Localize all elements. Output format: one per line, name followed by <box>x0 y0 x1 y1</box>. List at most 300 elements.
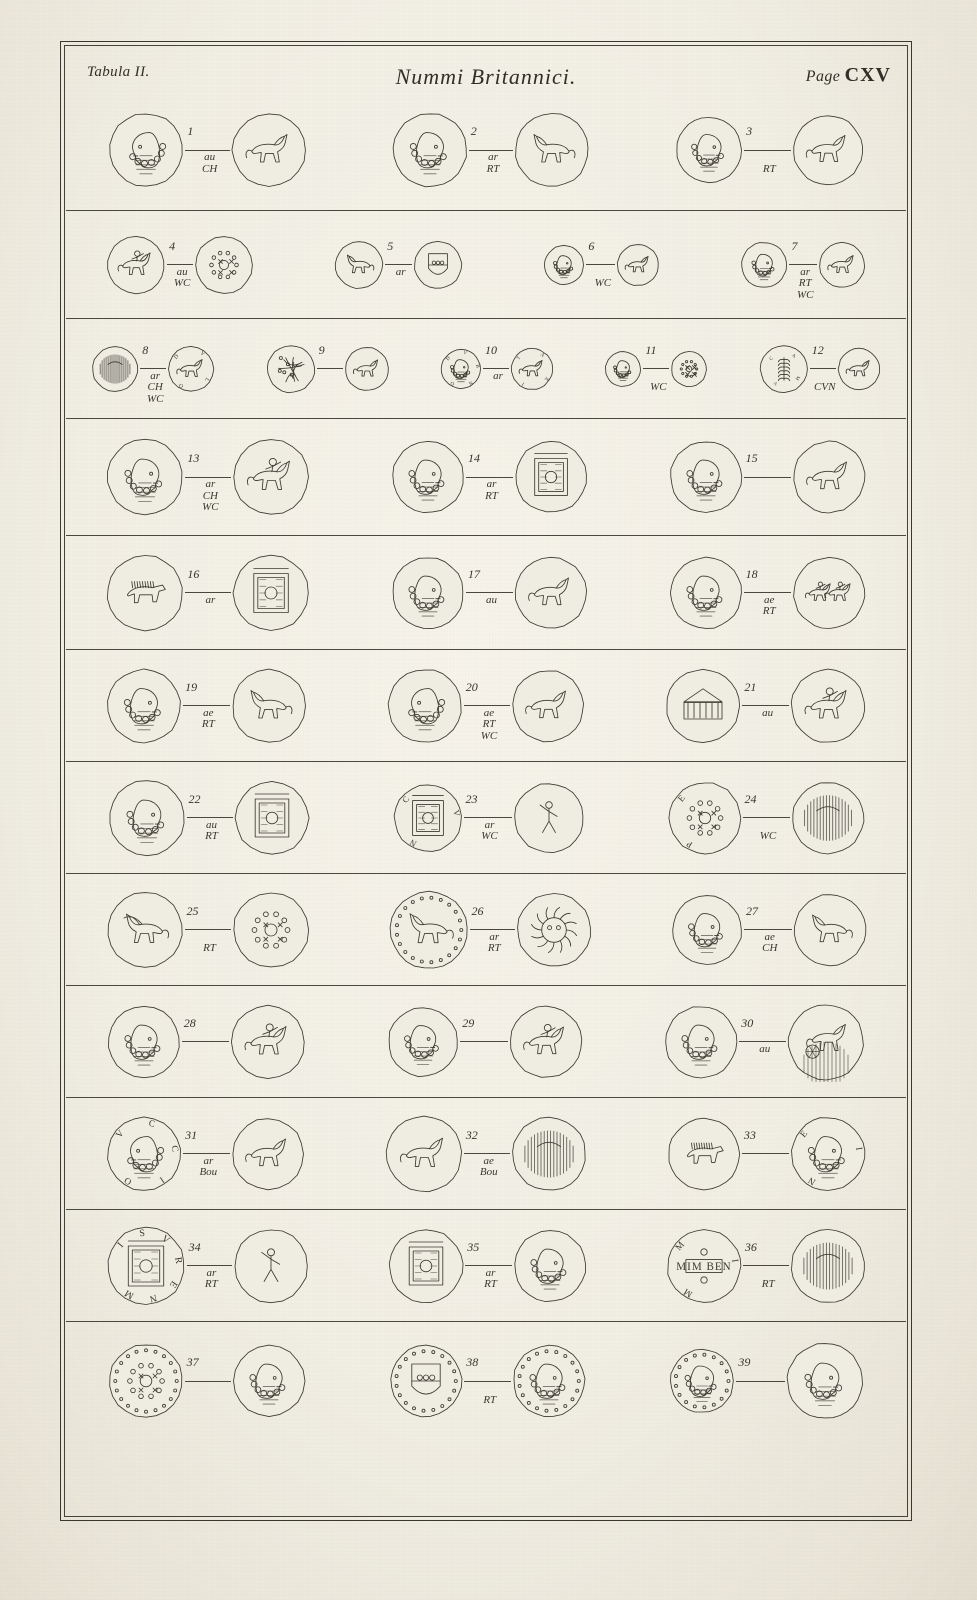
coin-entry <box>391 111 592 189</box>
coin-entry <box>107 111 308 189</box>
coin-obverse <box>384 1114 464 1194</box>
svg-text:I: I <box>115 1239 126 1250</box>
coin-metal: ar <box>205 478 216 490</box>
coin-collection: RT WC <box>480 718 498 742</box>
svg-text:C: C <box>399 793 411 805</box>
coin-reverse <box>791 555 867 631</box>
coin-number: 5 <box>387 238 394 253</box>
coin-entry <box>386 667 587 745</box>
coin-pair <box>390 555 589 631</box>
coin-entry <box>105 890 311 970</box>
coin-collection: Bou <box>479 1166 498 1179</box>
coin-metal: ae <box>763 593 775 606</box>
coin-number: 27 <box>746 903 758 918</box>
coin-obverse <box>390 439 466 515</box>
coin-metal-collection <box>588 267 617 290</box>
coin-entry <box>90 342 216 405</box>
coin-metal-collection <box>485 371 511 383</box>
coin-collection: CVN <box>814 381 836 394</box>
svg-text:V: V <box>462 350 468 357</box>
coin-reverse <box>512 781 586 855</box>
coin-entry <box>106 1003 307 1081</box>
svg-text:A: A <box>790 352 796 360</box>
svg-text:V: V <box>772 378 779 385</box>
coin-number: 18 <box>745 566 758 581</box>
coin-reverse <box>789 1115 867 1193</box>
coin-collection: RT <box>484 1278 497 1291</box>
coin-metal: ar <box>150 369 161 382</box>
coin-collection: WC <box>759 830 777 843</box>
svg-text:B: B <box>473 363 480 368</box>
coin-metal-collection <box>142 371 168 406</box>
svg-text:V: V <box>158 1232 172 1246</box>
coin-reverse <box>513 555 589 631</box>
coin-collection: RT <box>486 162 500 175</box>
svg-text:D: D <box>445 355 452 362</box>
coin-obverse <box>388 889 470 971</box>
coin-metal-collection <box>187 152 232 175</box>
svg-text:D: D <box>173 353 181 361</box>
coin-metal-collection <box>466 1156 512 1179</box>
coin-obverse <box>664 667 742 745</box>
coin-pair <box>107 111 308 189</box>
coin-pair <box>105 553 311 633</box>
coin-number: 28 <box>183 1015 196 1030</box>
coin-connector-rule <box>810 368 836 369</box>
svg-text:V: V <box>198 349 206 358</box>
coin-pair <box>390 439 589 515</box>
coin-obverse <box>386 1005 460 1079</box>
coin-obverse <box>392 782 464 854</box>
coin-collection: RT <box>203 942 216 955</box>
svg-text:C: C <box>147 1118 157 1130</box>
coin-number: 16 <box>187 566 200 581</box>
coin-metal-collection <box>466 1383 513 1406</box>
coin-metal-collection <box>744 708 791 720</box>
coin-number: 14 <box>467 451 480 465</box>
coin-metal: au <box>762 706 774 719</box>
coin-entry <box>107 1342 308 1420</box>
coin-collection: RT WC <box>796 277 814 301</box>
coin-collection: RT <box>762 162 776 175</box>
coin-metal-collection <box>189 820 235 843</box>
svg-text:C: C <box>168 1144 180 1153</box>
coin-metal: au <box>206 818 217 831</box>
coin-pair <box>391 111 592 189</box>
coin-entry <box>390 439 589 515</box>
coin-reverse <box>511 1343 587 1419</box>
coin-obverse <box>105 667 183 745</box>
coin-pair <box>674 113 865 187</box>
coin-obverse <box>90 344 140 394</box>
coin-obverse <box>667 780 743 856</box>
coin-entry <box>667 780 866 856</box>
coin-entry <box>668 1341 865 1421</box>
coin-number: 6 <box>588 238 595 253</box>
svg-text:C: C <box>768 355 775 362</box>
coin-obverse <box>665 1227 743 1305</box>
coin-obverse <box>107 1342 185 1420</box>
plate-rows <box>66 90 906 1515</box>
coin-reverse <box>412 239 464 291</box>
svg-text:P: P <box>684 838 694 850</box>
coin-entry <box>392 781 586 855</box>
coin-pair <box>105 890 311 970</box>
coin-metal: ae <box>483 1154 494 1167</box>
coin-pair <box>107 1342 308 1420</box>
coin-obverse <box>107 778 187 858</box>
coin-obverse <box>388 1343 464 1419</box>
coin-connector-rule <box>182 1041 229 1042</box>
coin-metal: ae <box>764 930 775 943</box>
coin-pair <box>668 439 867 515</box>
coin-reverse <box>513 111 591 189</box>
coin-connector-rule <box>317 368 343 369</box>
svg-text:E: E <box>798 1128 811 1140</box>
coin-metal-collection <box>187 932 233 955</box>
coin-collection: WC <box>594 277 612 290</box>
svg-text:L: L <box>203 375 211 382</box>
svg-text:M: M <box>793 373 800 381</box>
coin-reverse <box>193 234 255 296</box>
coin-number: 21 <box>744 679 757 694</box>
coin-connector-rule <box>742 1153 789 1154</box>
coin-metal-collection <box>472 932 518 955</box>
coin-metal: ar <box>395 265 406 278</box>
svg-text:T: T <box>515 354 523 361</box>
coin-number: 34 <box>188 1239 201 1254</box>
coin-reverse <box>817 240 867 290</box>
svg-text:A: A <box>538 351 546 359</box>
coin-collection: WC <box>650 381 667 394</box>
coin-entry <box>739 238 867 301</box>
coin-metal-collection <box>466 820 514 843</box>
svg-text:E: E <box>166 1278 179 1290</box>
coin-pair <box>388 889 594 971</box>
coin-collection: RT <box>487 942 501 955</box>
plate-row-inner <box>66 90 906 210</box>
plate-row <box>66 1098 906 1210</box>
coin-reverse <box>790 780 866 856</box>
coin-pair <box>106 1003 307 1081</box>
coin-entry <box>384 1114 588 1194</box>
coin-collection: CH WC <box>202 489 219 514</box>
coin-number: 22 <box>188 791 201 806</box>
coin-collection: RT <box>205 830 218 843</box>
coin-metal-collection <box>468 479 515 502</box>
plate-row <box>66 762 906 874</box>
coin-pair <box>387 1227 588 1305</box>
coin-metal: ar <box>486 478 497 490</box>
coin-metal: ar <box>485 1266 496 1279</box>
coin-entry <box>386 1004 584 1080</box>
coin-metal-collection <box>169 267 195 290</box>
coin-metal: ar <box>206 1266 217 1279</box>
coin-metal: au <box>485 593 497 606</box>
coin-obverse <box>668 439 744 515</box>
coin-obverse <box>105 1225 187 1307</box>
coin-number: 19 <box>185 679 198 694</box>
coin-number: 12 <box>811 342 824 357</box>
coin-metal-collection <box>466 708 513 743</box>
coin-reverse <box>233 779 311 857</box>
coin-obverse <box>663 1004 739 1080</box>
coin-obverse <box>390 555 466 631</box>
coin-metal-collection <box>185 1156 232 1179</box>
coin-pair <box>665 1227 868 1305</box>
coin-number: 20 <box>465 679 478 694</box>
coin-entry <box>603 342 709 394</box>
plate-row <box>66 1322 906 1440</box>
coin-number: 31 <box>185 1127 198 1142</box>
coin-metal: ar <box>800 265 811 278</box>
svg-text:S: S <box>138 1227 146 1239</box>
svg-text:R: R <box>171 1255 184 1265</box>
coin-number: 1 <box>187 124 194 138</box>
coin-metal: ar <box>489 930 500 943</box>
coin-number: 38 <box>466 1355 479 1369</box>
coin-connector-rule <box>185 1381 232 1382</box>
coin-metal: ar <box>484 818 495 831</box>
svg-text:MIM BEN: MIM BEN <box>676 1260 732 1273</box>
coin-reverse <box>792 892 868 968</box>
svg-text:M: M <box>682 1285 695 1299</box>
coin-obverse <box>668 1347 736 1415</box>
coin-number: 4 <box>169 238 176 253</box>
coin-metal: au <box>204 151 216 163</box>
coin-number: 9 <box>318 342 325 357</box>
coin-reverse <box>789 667 867 745</box>
coin-number: 13 <box>187 451 200 465</box>
coin-connector-rule <box>743 1265 790 1266</box>
coin-number: 23 <box>465 791 478 806</box>
coin-metal-collection <box>187 595 233 607</box>
coin-entry <box>674 113 865 187</box>
coin-connector-rule <box>460 1041 508 1042</box>
coin-pair <box>668 1341 865 1421</box>
plate-row <box>66 211 906 319</box>
coin-metal: ar <box>493 369 503 382</box>
coin-obverse <box>106 1004 182 1080</box>
coin-obverse <box>439 347 483 391</box>
coin-pair <box>668 555 867 631</box>
coin-pair <box>439 346 555 392</box>
coin-number: 36 <box>744 1239 757 1254</box>
coin-metal: ar <box>205 593 216 606</box>
coin-metal-collection <box>645 371 671 394</box>
svg-text:O: O <box>450 379 456 386</box>
coin-obverse <box>386 667 464 745</box>
plate-row-inner <box>66 536 906 649</box>
plate-row <box>66 650 906 762</box>
coin-number: 15 <box>745 451 758 465</box>
coin-metal-collection <box>791 267 819 302</box>
coin-pair <box>265 343 391 395</box>
coin-number: 11 <box>645 342 657 357</box>
coin-entry <box>670 892 868 968</box>
coin-pair <box>384 1114 588 1194</box>
coin-number: 10 <box>484 342 497 357</box>
plate-row-inner <box>66 1322 906 1440</box>
coin-reverse <box>232 1227 310 1305</box>
coin-collection: RT <box>761 1278 775 1291</box>
coin-metal: ae <box>483 706 495 719</box>
coin-entry <box>333 239 464 291</box>
coin-pair <box>386 1004 584 1080</box>
coin-metal-collection <box>746 152 793 175</box>
coin-pair <box>388 1343 587 1419</box>
coin-pair <box>105 667 308 745</box>
coin-entry <box>107 778 311 858</box>
plate-row-inner <box>66 1210 906 1321</box>
coin-collection: RT <box>483 1393 497 1406</box>
coin-reverse <box>786 1002 866 1082</box>
coin-pair <box>107 778 311 858</box>
coin-reverse <box>230 1116 306 1192</box>
coin-metal-collection <box>187 479 233 514</box>
coin-metal-collection <box>746 932 794 955</box>
plate-row <box>66 419 906 536</box>
coin-reverse <box>231 437 311 517</box>
coin-reverse <box>669 349 709 389</box>
coin-entry <box>439 342 555 392</box>
coin-obverse <box>758 343 810 395</box>
page-number <box>806 64 891 87</box>
coin-reverse <box>510 1115 588 1193</box>
svg-text:M: M <box>122 1286 136 1301</box>
coin-metal: ar <box>488 151 498 163</box>
coin-connector-rule <box>736 1381 785 1382</box>
coin-entry <box>758 343 882 395</box>
plate-row <box>66 986 906 1098</box>
coin-collection: CH <box>202 162 218 175</box>
plate-row-inner <box>66 1098 906 1209</box>
coin-reverse <box>343 345 391 393</box>
coin-entry <box>105 437 311 517</box>
plate-row-inner <box>66 211 906 318</box>
coin-number: 8 <box>142 342 149 357</box>
coin-obverse <box>542 243 586 287</box>
svg-text:E: E <box>675 792 687 804</box>
coin-metal-collection <box>812 371 838 394</box>
svg-text:O: O <box>178 380 185 389</box>
coin-entry <box>668 439 867 515</box>
coin-entry <box>663 1002 866 1082</box>
coin-collection: Bou <box>199 1166 218 1179</box>
coin-metal-collection <box>467 1268 514 1291</box>
svg-text:V: V <box>114 1128 127 1140</box>
coin-entry <box>105 1225 311 1307</box>
coin-metal: ar <box>203 1154 214 1167</box>
coin-pair <box>105 1115 306 1193</box>
svg-text:I: I <box>852 1145 864 1151</box>
coin-reverse <box>231 1343 307 1419</box>
coin-connector-rule <box>185 929 231 930</box>
coin-obverse <box>674 115 744 185</box>
coin-number: 32 <box>465 1127 478 1142</box>
coin-collection: CH <box>762 942 778 955</box>
coin-reverse <box>791 113 865 187</box>
svg-text:I: I <box>520 380 526 387</box>
coin-connector-rule <box>744 150 791 151</box>
coin-connector-rule <box>744 477 791 478</box>
coin-entry <box>105 553 311 633</box>
coin-entry <box>664 667 867 745</box>
coin-entry <box>105 234 255 296</box>
coin-obverse <box>670 893 744 967</box>
coin-metal-collection <box>746 595 793 618</box>
coin-obverse <box>333 239 385 291</box>
coin-metal-collection <box>741 1044 788 1056</box>
coin-number: 30 <box>741 1015 754 1030</box>
coin-entry <box>668 555 867 631</box>
coin-metal: au <box>759 1042 771 1055</box>
coin-entry <box>105 1115 306 1193</box>
coin-pair <box>670 892 868 968</box>
plate-row <box>66 1210 906 1322</box>
plate-row-inner <box>66 319 906 418</box>
coin-number: 7 <box>791 238 798 253</box>
coin-collection: WC <box>481 830 498 843</box>
coin-reverse <box>789 1227 867 1305</box>
coin-connector-rule <box>643 368 669 369</box>
coin-connector-rule <box>586 264 615 265</box>
coin-collection: RT <box>762 605 776 618</box>
plate-row-inner <box>66 874 906 985</box>
coin-connector-rule <box>743 817 790 818</box>
coin-number: 33 <box>743 1127 756 1142</box>
coin-collection: RT <box>485 489 498 502</box>
coin-obverse <box>387 1227 465 1305</box>
coin-reverse <box>785 1341 865 1421</box>
coin-collection: RT <box>204 1278 218 1291</box>
coin-obverse <box>603 349 643 389</box>
coin-obverse <box>105 890 185 970</box>
coin-connector-rule <box>464 1381 511 1382</box>
coin-entry <box>390 555 589 631</box>
coin-number: 37 <box>186 1355 199 1369</box>
coin-reverse <box>231 890 311 970</box>
coin-reverse <box>615 242 661 288</box>
plate-label-tabula: Tabula II. <box>87 64 150 80</box>
coin-reverse <box>513 439 589 515</box>
plate-row <box>66 90 906 211</box>
coin-entry <box>265 343 391 395</box>
coin-entry <box>387 1227 588 1305</box>
coin-obverse <box>105 553 185 633</box>
plate-row-inner <box>66 650 906 761</box>
plate-row <box>66 319 906 419</box>
coin-metal-collection <box>185 708 232 731</box>
svg-text:N: N <box>407 836 418 849</box>
coin-reverse <box>508 1004 584 1080</box>
coin-number: 17 <box>467 566 480 581</box>
engraved-plate <box>60 41 912 1521</box>
coin-collection: CH WC <box>146 381 164 405</box>
coin-entry <box>542 238 661 290</box>
coin-metal-collection <box>745 1268 792 1291</box>
coin-reverse <box>510 668 586 744</box>
svg-text:V: V <box>450 808 462 817</box>
coin-reverse <box>230 111 308 189</box>
coin-obverse <box>391 111 469 189</box>
coin-reverse <box>166 344 216 394</box>
coin-obverse <box>107 111 185 189</box>
svg-text:N: N <box>467 378 473 385</box>
coin-collection: RT <box>201 718 215 731</box>
coin-obverse <box>666 1116 742 1192</box>
coin-metal-collection <box>189 1268 235 1291</box>
